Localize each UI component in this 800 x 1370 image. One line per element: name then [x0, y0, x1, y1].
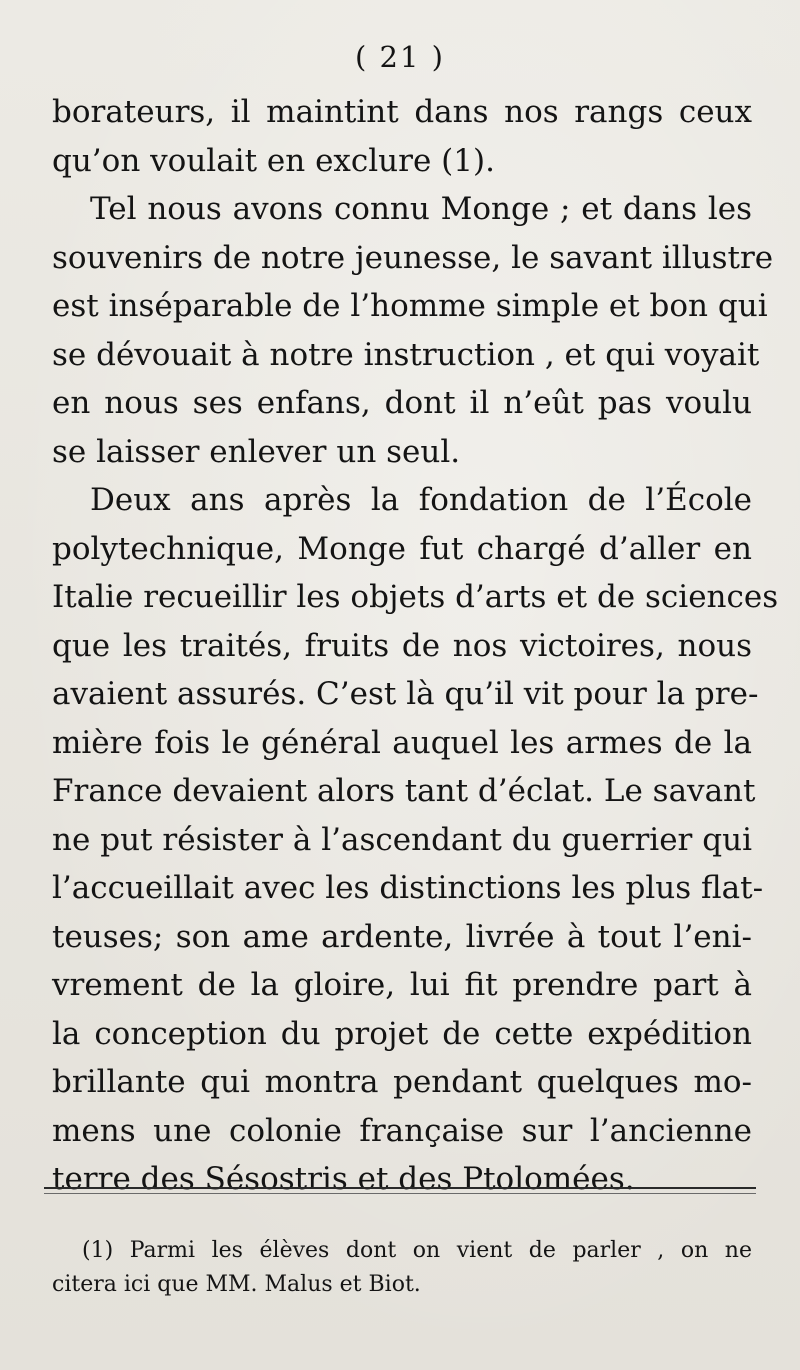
footnote-rule: [44, 1187, 756, 1189]
footnote: [52, 1234, 752, 1302]
text-line: vrement de la gloire, lui fit prendre part à: [52, 967, 752, 1003]
text-line: souvenirs de notre jeunesse, le savant illustre: [52, 239, 774, 276]
text-line: Deux ans après la fondation de l’École: [90, 482, 752, 518]
text-line: que les traités, fruits de nos victoires, nous: [52, 627, 752, 664]
text-line: polytechnique, Monge fut chargé d’aller en: [52, 530, 752, 567]
text-line: mens une colonie française sur l’ancienne: [52, 1112, 752, 1149]
text-line: mière fois le général auquel les armes de la: [52, 724, 752, 761]
footnote-rule-thin: [44, 1193, 756, 1194]
text-line: se laisser enlever un seul.: [52, 433, 461, 470]
text-line: France devaient alors tant d’éclat. Le savant: [52, 773, 756, 809]
text-line: brillante qui montra pendant quelques mo-: [52, 1064, 752, 1100]
text-line: en nous ses enfans, dont il n’eût pas voulu: [52, 385, 752, 421]
paragraph: [52, 88, 752, 185]
paragraph: [52, 185, 774, 476]
text-line: qu’on voulait en exclure (1).: [52, 142, 495, 179]
text-line: se dévouait à notre instruction , et qui voyait: [52, 336, 760, 373]
footnote-line: (1) Parmi les élèves dont on vient de parler , on ne: [82, 1238, 752, 1263]
text-line: la conception du projet de cette expédition: [52, 1015, 752, 1052]
paragraph: [52, 476, 779, 1204]
footnote-line: citera ici que MM. Malus et Biot.: [52, 1272, 421, 1297]
text-line: borateurs, il maintint dans nos rangs ceux: [52, 94, 752, 130]
text-line: est inséparable de l’homme simple et bon qui: [52, 288, 768, 324]
text-line: avaient assurés. C’est là qu’il vit pour la pre-: [52, 676, 759, 712]
page-number: ( 21 ): [355, 40, 445, 74]
main-text: [52, 88, 779, 1204]
text-line: Italie recueillir les objets d’arts et de sciences: [52, 579, 779, 615]
text-line: teuses; son ame ardente, livrée à tout l’eni-: [52, 918, 752, 955]
text-line: terre des Sésostris et des Ptolomées.: [52, 1161, 635, 1197]
text-line: Tel nous avons connu Monge ; et dans les: [90, 191, 752, 227]
text-line: l’accueillait avec les distinctions les plus flat-: [52, 870, 764, 906]
text-line: ne put résister à l’ascendant du guerrier qui: [52, 821, 752, 858]
